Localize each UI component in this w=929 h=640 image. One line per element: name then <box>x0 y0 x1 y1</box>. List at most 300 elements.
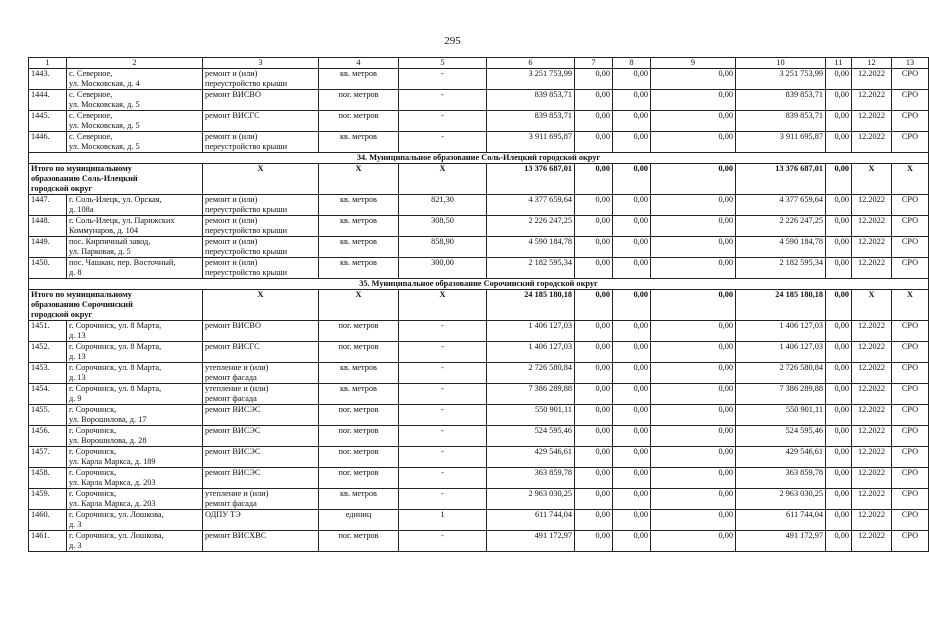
subtotal-x-unit: X <box>319 290 399 321</box>
row-col7: 0,00 <box>575 447 613 468</box>
row-col9: 0,00 <box>651 195 736 216</box>
row-number: 1450. <box>29 258 67 279</box>
column-number-1: 1 <box>29 58 67 69</box>
row-col9: 0,00 <box>651 111 736 132</box>
row-number: 1445. <box>29 111 67 132</box>
row-col8: 0,00 <box>613 216 651 237</box>
row-quantity: - <box>399 90 487 111</box>
row-number: 1460. <box>29 510 67 531</box>
row-work-type: ремонт и (или) переустройство крыши <box>203 132 319 153</box>
row-total-cost: 524 595,46 <box>487 426 575 447</box>
column-number-6: 6 <box>487 58 575 69</box>
row-period: 12.2022 <box>852 216 892 237</box>
row-quantity: - <box>399 468 487 489</box>
row-method: СРО <box>892 132 929 153</box>
row-col8: 0,00 <box>613 405 651 426</box>
row-period: 12.2022 <box>852 258 892 279</box>
row-unit: кв. метров <box>319 132 399 153</box>
row-work-type: ремонт ВИСГС <box>203 111 319 132</box>
row-quantity: - <box>399 363 487 384</box>
subtotal-col9: 0,00 <box>651 164 736 195</box>
row-address: г. Сорочинск, ул. Лошкова, д. 3 <box>67 510 203 531</box>
row-col11: 0,00 <box>826 468 852 489</box>
row-col11: 0,00 <box>826 237 852 258</box>
row-period: 12.2022 <box>852 363 892 384</box>
row-quantity: - <box>399 447 487 468</box>
subtotal-x-work: X <box>203 164 319 195</box>
row-col9: 0,00 <box>651 132 736 153</box>
row-total-cost: 7 386 289,88 <box>487 384 575 405</box>
row-method: СРО <box>892 405 929 426</box>
row-col11: 0,00 <box>826 510 852 531</box>
row-work-type: ремонт ВИСЭС <box>203 405 319 426</box>
row-col9: 0,00 <box>651 426 736 447</box>
column-number-9: 9 <box>651 58 736 69</box>
row-total-cost: 491 172,97 <box>487 531 575 552</box>
row-work-type: ремонт ВИСЭС <box>203 468 319 489</box>
row-address: г. Соль-Илецк, ул. Парижских Коммунаров, д. 104 <box>67 216 203 237</box>
row-address: г. Сорочинск, ул. Ворошилова, д. 17 <box>67 405 203 426</box>
row-col8: 0,00 <box>613 90 651 111</box>
row-col7: 0,00 <box>575 468 613 489</box>
row-address: г. Сорочинск, ул. Ворошилова, д. 28 <box>67 426 203 447</box>
row-col8: 0,00 <box>613 69 651 90</box>
row-col8: 0,00 <box>613 426 651 447</box>
row-unit: пог. метров <box>319 447 399 468</box>
row-method: СРО <box>892 258 929 279</box>
row-address: г. Сорочинск, ул. 8 Марта, д. 9 <box>67 384 203 405</box>
row-col10: 4 377 659,64 <box>736 195 826 216</box>
row-period: 12.2022 <box>852 342 892 363</box>
subtotal-col11: 0,00 <box>826 164 852 195</box>
row-number: 1449. <box>29 237 67 258</box>
row-col7: 0,00 <box>575 342 613 363</box>
row-col10: 7 386 289,88 <box>736 384 826 405</box>
row-col10: 611 744,04 <box>736 510 826 531</box>
row-col10: 1 406 127,03 <box>736 342 826 363</box>
row-col7: 0,00 <box>575 426 613 447</box>
row-col8: 0,00 <box>613 237 651 258</box>
row-number: 1456. <box>29 426 67 447</box>
row-col9: 0,00 <box>651 489 736 510</box>
row-col10: 1 406 127,03 <box>736 321 826 342</box>
row-address: с. Северное, ул. Московская, д. 4 <box>67 69 203 90</box>
row-quantity: - <box>399 405 487 426</box>
row-col11: 0,00 <box>826 111 852 132</box>
table-row <box>29 489 929 510</box>
row-col9: 0,00 <box>651 405 736 426</box>
row-number: 1451. <box>29 321 67 342</box>
row-col7: 0,00 <box>575 237 613 258</box>
row-total-cost: 2 226 247,25 <box>487 216 575 237</box>
row-total-cost: 3 251 753,99 <box>487 69 575 90</box>
row-unit: пог. метров <box>319 405 399 426</box>
row-number: 1452. <box>29 342 67 363</box>
row-work-type: ремонт ВИСВО <box>203 90 319 111</box>
row-col11: 0,00 <box>826 384 852 405</box>
row-total-cost: 2 963 030,25 <box>487 489 575 510</box>
table-row <box>29 384 929 405</box>
row-col9: 0,00 <box>651 510 736 531</box>
row-col11: 0,00 <box>826 447 852 468</box>
column-number-header <box>29 58 929 69</box>
row-method: СРО <box>892 489 929 510</box>
row-work-type: ОДПУ ТЭ <box>203 510 319 531</box>
row-address: с. Северное, ул. Московская, д. 5 <box>67 132 203 153</box>
column-number-2: 2 <box>67 58 203 69</box>
row-method: СРО <box>892 510 929 531</box>
subtotal-total-cost: 24 185 180,18 <box>487 290 575 321</box>
column-number-13: 13 <box>892 58 929 69</box>
row-col10: 491 172,97 <box>736 531 826 552</box>
row-unit: единиц <box>319 510 399 531</box>
row-work-type: ремонт и (или) переустройство крыши <box>203 216 319 237</box>
row-work-type: ремонт ВИСВО <box>203 321 319 342</box>
subtotal-x-method: X <box>892 164 929 195</box>
row-unit: кв. метров <box>319 489 399 510</box>
row-total-cost: 4 377 659,64 <box>487 195 575 216</box>
row-total-cost: 363 859,78 <box>487 468 575 489</box>
row-address: пос. Кирпичный завод, ул. Парковая, д. 5 <box>67 237 203 258</box>
table-row <box>29 90 929 111</box>
row-col7: 0,00 <box>575 384 613 405</box>
table-body <box>29 58 929 552</box>
row-work-type: ремонт и (или) переустройство крыши <box>203 258 319 279</box>
column-number-4: 4 <box>319 58 399 69</box>
row-number: 1461. <box>29 531 67 552</box>
row-work-type: ремонт ВИСХВС <box>203 531 319 552</box>
row-address: г. Сорочинск, ул. Лошкова, д. 3 <box>67 531 203 552</box>
column-number-3: 3 <box>203 58 319 69</box>
table-row <box>29 237 929 258</box>
row-total-cost: 3 911 695,87 <box>487 132 575 153</box>
table-row <box>29 468 929 489</box>
row-col7: 0,00 <box>575 195 613 216</box>
row-col7: 0,00 <box>575 216 613 237</box>
row-unit: пог. метров <box>319 111 399 132</box>
subtotal-col7: 0,00 <box>575 164 613 195</box>
row-period: 12.2022 <box>852 531 892 552</box>
row-number: 1458. <box>29 468 67 489</box>
row-work-type: утепление и (или) ремонт фасада <box>203 384 319 405</box>
column-number-12: 12 <box>852 58 892 69</box>
table-row <box>29 363 929 384</box>
subtotal-row <box>29 164 929 195</box>
column-number-7: 7 <box>575 58 613 69</box>
row-col9: 0,00 <box>651 321 736 342</box>
row-col8: 0,00 <box>613 531 651 552</box>
row-quantity: - <box>399 69 487 90</box>
subtotal-x-period: X <box>852 290 892 321</box>
row-method: СРО <box>892 321 929 342</box>
row-unit: пог. метров <box>319 468 399 489</box>
row-work-type: утепление и (или) ремонт фасада <box>203 489 319 510</box>
row-col11: 0,00 <box>826 216 852 237</box>
row-total-cost: 839 853,71 <box>487 90 575 111</box>
row-col8: 0,00 <box>613 111 651 132</box>
row-quantity: 1 <box>399 510 487 531</box>
row-number: 1455. <box>29 405 67 426</box>
row-quantity: 821,30 <box>399 195 487 216</box>
row-quantity: - <box>399 384 487 405</box>
row-quantity: 308,50 <box>399 216 487 237</box>
row-period: 12.2022 <box>852 489 892 510</box>
subtotal-x-quantity: X <box>399 290 487 321</box>
subtotal-total-cost: 13 376 687,01 <box>487 164 575 195</box>
row-address: г. Сорочинск, ул. 8 Марта, д. 13 <box>67 321 203 342</box>
row-address: с. Северное, ул. Московская, д. 5 <box>67 90 203 111</box>
subtotal-x-method: X <box>892 290 929 321</box>
row-col7: 0,00 <box>575 531 613 552</box>
row-address: г. Соль-Илецк, ул. Орская, д. 108а <box>67 195 203 216</box>
row-unit: кв. метров <box>319 384 399 405</box>
row-col8: 0,00 <box>613 321 651 342</box>
row-unit: кв. метров <box>319 258 399 279</box>
row-total-cost: 429 546,61 <box>487 447 575 468</box>
row-address: г. Сорочинск, ул. 8 Марта, д. 13 <box>67 342 203 363</box>
subtotal-label: Итого по муниципальному образованию Соль-Илецкий городской округ <box>29 164 203 195</box>
row-quantity: - <box>399 132 487 153</box>
row-col9: 0,00 <box>651 468 736 489</box>
row-period: 12.2022 <box>852 237 892 258</box>
row-col8: 0,00 <box>613 363 651 384</box>
row-address: пос. Чашкан, пер. Восточный, д. 8 <box>67 258 203 279</box>
row-col7: 0,00 <box>575 111 613 132</box>
subtotal-col8: 0,00 <box>613 164 651 195</box>
table-row <box>29 531 929 552</box>
subtotal-x-period: X <box>852 164 892 195</box>
row-col11: 0,00 <box>826 426 852 447</box>
row-period: 12.2022 <box>852 405 892 426</box>
row-unit: пог. метров <box>319 342 399 363</box>
row-address: г. Сорочинск, ул. Карла Маркса, д. 203 <box>67 468 203 489</box>
table-row <box>29 216 929 237</box>
row-col10: 2 726 580,84 <box>736 363 826 384</box>
row-work-type: утепление и (или) ремонт фасада <box>203 363 319 384</box>
row-col9: 0,00 <box>651 216 736 237</box>
row-col10: 839 853,71 <box>736 90 826 111</box>
row-number: 1448. <box>29 216 67 237</box>
row-unit: кв. метров <box>319 216 399 237</box>
row-number: 1443. <box>29 69 67 90</box>
row-col8: 0,00 <box>613 342 651 363</box>
row-work-type: ремонт и (или) переустройство крыши <box>203 69 319 90</box>
column-number-11: 11 <box>826 58 852 69</box>
row-col7: 0,00 <box>575 510 613 531</box>
row-period: 12.2022 <box>852 111 892 132</box>
row-col7: 0,00 <box>575 321 613 342</box>
row-col7: 0,00 <box>575 489 613 510</box>
row-col10: 839 853,71 <box>736 111 826 132</box>
row-method: СРО <box>892 468 929 489</box>
table-row <box>29 405 929 426</box>
subtotal-col8: 0,00 <box>613 290 651 321</box>
row-address: г. Сорочинск, ул. Карла Маркса, д. 203 <box>67 489 203 510</box>
row-method: СРО <box>892 426 929 447</box>
row-col7: 0,00 <box>575 132 613 153</box>
row-col10: 4 590 184,78 <box>736 237 826 258</box>
row-col10: 429 546,61 <box>736 447 826 468</box>
row-method: СРО <box>892 195 929 216</box>
row-period: 12.2022 <box>852 132 892 153</box>
row-work-type: ремонт и (или) переустройство крыши <box>203 237 319 258</box>
section-heading: 34. Муниципальное образование Соль-Илецкий городской округ <box>29 153 929 164</box>
row-work-type: ремонт ВИСГС <box>203 342 319 363</box>
row-col9: 0,00 <box>651 342 736 363</box>
row-number: 1447. <box>29 195 67 216</box>
row-number: 1446. <box>29 132 67 153</box>
row-quantity: - <box>399 321 487 342</box>
capital-repair-table <box>28 57 929 552</box>
row-col11: 0,00 <box>826 195 852 216</box>
row-method: СРО <box>892 69 929 90</box>
table-row <box>29 69 929 90</box>
row-col10: 2 226 247,25 <box>736 216 826 237</box>
row-col8: 0,00 <box>613 384 651 405</box>
row-quantity: 858,90 <box>399 237 487 258</box>
row-unit: кв. метров <box>319 363 399 384</box>
row-col11: 0,00 <box>826 363 852 384</box>
row-total-cost: 611 744,04 <box>487 510 575 531</box>
row-col8: 0,00 <box>613 489 651 510</box>
row-method: СРО <box>892 342 929 363</box>
row-unit: пог. метров <box>319 321 399 342</box>
row-quantity: - <box>399 489 487 510</box>
row-col9: 0,00 <box>651 237 736 258</box>
row-total-cost: 839 853,71 <box>487 111 575 132</box>
row-work-type: ремонт ВИСЭС <box>203 447 319 468</box>
row-unit: кв. метров <box>319 69 399 90</box>
page-number: 295 <box>444 35 461 47</box>
section-heading: 35. Муниципальное образование Сорочинский городской округ <box>29 279 929 290</box>
table-row <box>29 321 929 342</box>
table-row <box>29 447 929 468</box>
row-total-cost: 2 726 580,84 <box>487 363 575 384</box>
table-row <box>29 342 929 363</box>
row-col11: 0,00 <box>826 489 852 510</box>
row-col11: 0,00 <box>826 132 852 153</box>
row-number: 1457. <box>29 447 67 468</box>
row-method: СРО <box>892 531 929 552</box>
subtotal-x-work: X <box>203 290 319 321</box>
row-address: г. Сорочинск, ул. Карла Маркса, д. 189 <box>67 447 203 468</box>
row-quantity: - <box>399 111 487 132</box>
row-col9: 0,00 <box>651 258 736 279</box>
row-method: СРО <box>892 216 929 237</box>
section-heading-row <box>29 153 929 164</box>
subtotal-col11: 0,00 <box>826 290 852 321</box>
row-col7: 0,00 <box>575 363 613 384</box>
row-address: с. Северное, ул. Московская, д. 5 <box>67 111 203 132</box>
row-address: г. Сорочинск, ул. 8 Марта, д. 13 <box>67 363 203 384</box>
table-row <box>29 258 929 279</box>
row-number: 1454. <box>29 384 67 405</box>
subtotal-col10: 13 376 687,01 <box>736 164 826 195</box>
subtotal-x-quantity: X <box>399 164 487 195</box>
row-total-cost: 2 182 595,34 <box>487 258 575 279</box>
table-row <box>29 111 929 132</box>
row-quantity: 300,00 <box>399 258 487 279</box>
row-col10: 2 182 595,34 <box>736 258 826 279</box>
column-number-5: 5 <box>399 58 487 69</box>
row-col10: 2 963 030,25 <box>736 489 826 510</box>
row-col7: 0,00 <box>575 90 613 111</box>
row-col11: 0,00 <box>826 342 852 363</box>
row-unit: кв. метров <box>319 237 399 258</box>
row-col11: 0,00 <box>826 69 852 90</box>
table-row <box>29 510 929 531</box>
row-method: СРО <box>892 447 929 468</box>
row-period: 12.2022 <box>852 321 892 342</box>
row-total-cost: 550 901,11 <box>487 405 575 426</box>
row-col11: 0,00 <box>826 405 852 426</box>
row-col11: 0,00 <box>826 90 852 111</box>
row-col9: 0,00 <box>651 363 736 384</box>
row-period: 12.2022 <box>852 468 892 489</box>
row-unit: кв. метров <box>319 195 399 216</box>
row-col10: 363 859,78 <box>736 468 826 489</box>
row-total-cost: 4 590 184,78 <box>487 237 575 258</box>
row-col10: 3 251 753,99 <box>736 69 826 90</box>
row-period: 12.2022 <box>852 384 892 405</box>
row-period: 12.2022 <box>852 426 892 447</box>
row-col7: 0,00 <box>575 405 613 426</box>
row-work-type: ремонт ВИСЭС <box>203 426 319 447</box>
column-number-10: 10 <box>736 58 826 69</box>
row-method: СРО <box>892 384 929 405</box>
row-col10: 550 901,11 <box>736 405 826 426</box>
row-method: СРО <box>892 111 929 132</box>
row-period: 12.2022 <box>852 447 892 468</box>
row-period: 12.2022 <box>852 510 892 531</box>
row-col8: 0,00 <box>613 132 651 153</box>
table-row <box>29 195 929 216</box>
row-col11: 0,00 <box>826 321 852 342</box>
row-col8: 0,00 <box>613 468 651 489</box>
row-unit: пог. метров <box>319 531 399 552</box>
row-col10: 3 911 695,87 <box>736 132 826 153</box>
row-col9: 0,00 <box>651 384 736 405</box>
row-col11: 0,00 <box>826 258 852 279</box>
row-period: 12.2022 <box>852 90 892 111</box>
subtotal-label: Итого по муниципальному образованию Сорочинский городской округ <box>29 290 203 321</box>
column-number-8: 8 <box>613 58 651 69</box>
subtotal-col7: 0,00 <box>575 290 613 321</box>
row-period: 12.2022 <box>852 195 892 216</box>
row-number: 1459. <box>29 489 67 510</box>
row-col8: 0,00 <box>613 510 651 531</box>
row-col8: 0,00 <box>613 447 651 468</box>
table-row <box>29 426 929 447</box>
row-col11: 0,00 <box>826 531 852 552</box>
row-col9: 0,00 <box>651 69 736 90</box>
row-method: СРО <box>892 363 929 384</box>
row-quantity: - <box>399 342 487 363</box>
row-col10: 524 595,46 <box>736 426 826 447</box>
row-col9: 0,00 <box>651 447 736 468</box>
row-quantity: - <box>399 426 487 447</box>
subtotal-row <box>29 290 929 321</box>
row-method: СРО <box>892 237 929 258</box>
row-period: 12.2022 <box>852 69 892 90</box>
row-unit: пог. метров <box>319 426 399 447</box>
row-unit: пог. метров <box>319 90 399 111</box>
row-quantity: - <box>399 531 487 552</box>
row-col7: 0,00 <box>575 258 613 279</box>
table-row <box>29 132 929 153</box>
row-col7: 0,00 <box>575 69 613 90</box>
row-col9: 0,00 <box>651 531 736 552</box>
